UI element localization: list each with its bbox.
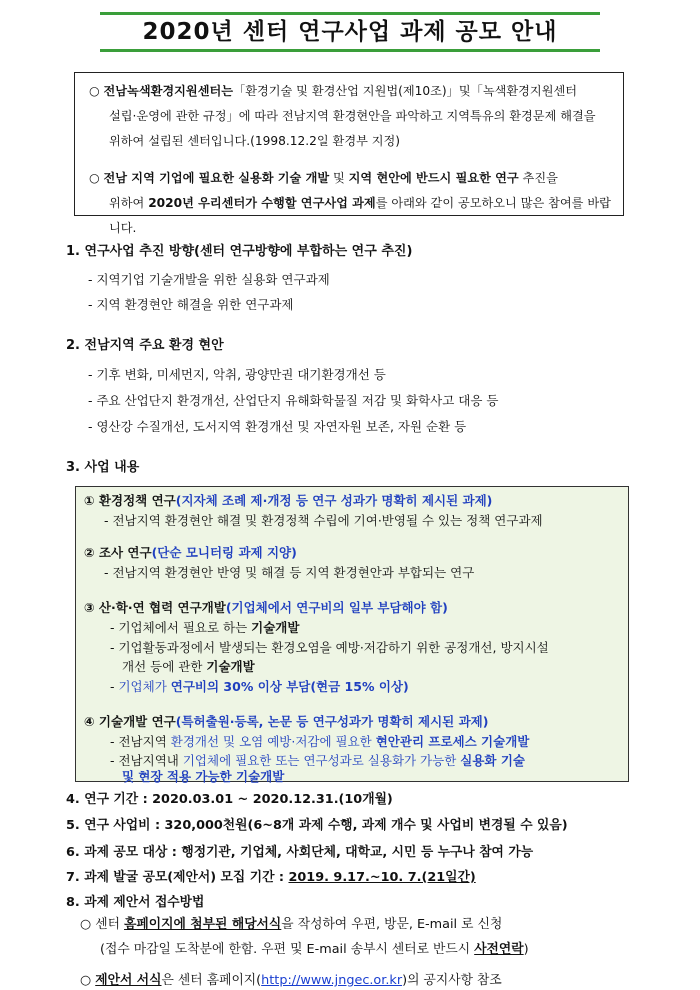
section-heading: 2. 전남지역 주요 환경 현안 (66, 338, 224, 353)
list-item: - 기업체에서 필요로 하는 기술개발 (110, 620, 300, 635)
list-item: - 주요 산업단지 환경개선, 산업단지 유해화학물질 저감 및 화학사고 대응 등 (88, 393, 499, 408)
submission-note: (접수 마감일 도착분에 한함. 우편 및 E-mail 송부시 센터로 반드시 사전연락) (100, 942, 529, 957)
form-reference: ○ 제안서 서식은 센터 홈페이지(http://www.jngec.or.kr)의 공지사항 참조 (80, 973, 502, 988)
list-item: - 전남지역 환경현안 반영 및 해결 등 지역 환경현안과 부합되는 연구 (104, 565, 475, 580)
section-heading: 1. 연구사업 추진 방향(센터 연구방향에 부합하는 연구 추진) (66, 244, 413, 259)
list-item: - 기후 변화, 미세먼지, 악취, 광양만권 대기환경개선 등 (88, 367, 386, 382)
section-heading: 8. 과제 제안서 접수방법 (66, 895, 205, 910)
item-heading: ③ 산·학·연 협력 연구개발(기업체에서 연구비의 일부 부담해야 함) (84, 600, 448, 615)
list-item: - 지역기업 기술개발을 위한 실용화 연구과제 (88, 272, 330, 287)
item-heading: ① 환경정책 연구(지자체 조례 제·개정 등 연구 성과가 명확히 제시된 과제) (84, 493, 493, 508)
intro-line: ○ 전남녹색환경지원센터는「환경기술 및 환경산업 지원법(제10조)」및「녹색환경지원센터 (89, 84, 578, 98)
list-item: - 기업활동과정에서 발생되는 환경오염을 예방·저감하기 위한 공정개선, 방지시설 (110, 640, 549, 655)
homepage-link[interactable]: http://www.jngec.or.kr (261, 973, 403, 988)
list-item: - 전남지역 환경개선 및 오염 예방·저감에 필요한 현안관리 프로세스 기술개발 (110, 734, 530, 749)
item-heading: ④ 기술개발 연구(특허출원·등록, 논문 등 연구성과가 명확히 제시된 과제) (84, 714, 489, 729)
list-item: 및 현장 적용 가능한 기술개발 (122, 769, 285, 784)
list-item: - 영산강 수질개선, 도서지역 환경개선 및 자연자원 보존, 자원 순환 등 (88, 419, 467, 434)
section-heading: 3. 사업 내용 (66, 460, 140, 475)
intro-line: ○ 전남 지역 기업에 필요한 실용화 기술 개발 및 지역 현안에 반드시 필요한 연구 추진을 (89, 171, 558, 185)
business-content-box (75, 486, 629, 782)
intro-line: 위하여 설립된 센터입니다.(1998.12.2일 환경부 지정) (109, 134, 401, 148)
submission-method: ○ 센터 홈페이지에 첨부된 해당서식을 작성하여 우편, 방문, E-mail 로 신청 (80, 917, 503, 932)
title-rule-bottom (100, 49, 600, 52)
item-heading: ② 조사 연구(단순 모니터링 과제 지양) (84, 545, 297, 560)
research-period: 4. 연구 기간 : 2020.03.01 ~ 2020.12.31.(10개월) (66, 792, 393, 807)
list-item: - 전남지역내 기업체에 필요한 또는 연구성과로 실용화가 가능한 실용화 기술 (110, 753, 525, 768)
list-item: 개선 등에 관한 기술개발 (122, 659, 255, 674)
list-item: - 기업체가 연구비의 30% 이상 부담(현금 15% 이상) (110, 679, 409, 694)
list-item: - 지역 환경현안 해결을 위한 연구과제 (88, 297, 294, 312)
title-banner (100, 12, 600, 52)
research-budget: 5. 연구 사업비 : 320,000천원(6~8개 과제 수행, 과제 개수 및 사업비 변경될 수 있음) (66, 818, 568, 833)
recruitment-period: 7. 과제 발굴 공모(제안서) 모집 기간 : 2019. 9.17.~10. 7.(21일간) (66, 870, 476, 885)
page-title: 2020년 센터 연구사업 과제 공모 안내 (142, 19, 558, 45)
eligibility: 6. 과제 공모 대상 : 행정기관, 기업체, 사회단체, 대학교, 시민 등 누구나 참여 가능 (66, 845, 534, 860)
intro-box (74, 72, 624, 235)
title-rule-top (100, 12, 600, 15)
list-item: - 전남지역 환경현안 해결 및 환경정책 수립에 기여·반영될 수 있는 정책 연구과제 (104, 513, 543, 528)
intro-line: 설립·운영에 관한 규정」에 따라 전남지역 환경현안을 파악하고 지역특유의 환경문제 해결을 (109, 109, 596, 123)
intro-line: 위하여 2020년 우리센터가 수행할 연구사업 과제를 아래와 같이 공모하오니 많은 참여를 바랍니다. (109, 196, 611, 235)
